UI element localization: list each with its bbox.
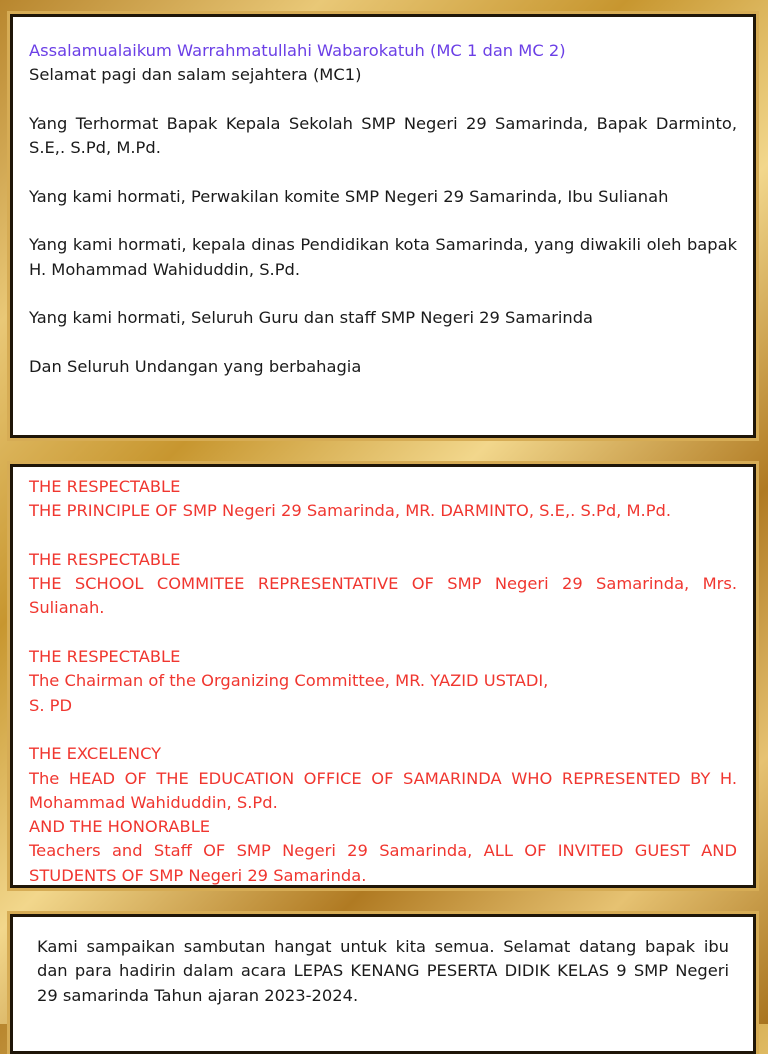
welcome-paragraph: Kami sampaikan sambutan hangat untuk kita semua. Selamat datang bapak ibu dan para hadirin dalam acara LEPAS KENANG PESERTA DIDIK KELAS 9 SMP Negeri 29 samarinda Tahun ajaran 2023-2024. — [37, 937, 729, 1005]
education-office-line: The HEAD OF THE EDUCATION OFFICE OF SAMARINDA WHO REPRESENTED BY H. Mohammad Wahiduddin, S.Pd. — [29, 768, 737, 812]
heading-excelency: THE EXCELENCY — [29, 744, 162, 764]
honorific-teachers: Yang kami hormati, Seluruh Guru dan staff SMP Negeri 29 Samarinda — [29, 308, 594, 328]
committee-line: THE SCHOOL COMMITEE REPRESENTATIVE OF SMP Negeri 29 Samarinda, Mrs. Sulianah. — [29, 574, 737, 618]
english-greeting-panel — [10, 464, 756, 888]
honorific-guests: Dan Seluruh Undangan yang berbahagia — [29, 356, 362, 376]
heading-honorable: AND THE HONORABLE — [29, 817, 211, 837]
chairman-line: The Chairman of the Organizing Committee, MR. YAZID USTADI, — [29, 671, 549, 691]
heading-respectable-3: THE RESPECTABLE — [29, 647, 181, 667]
honorific-committee: Yang kami hormati, Perwakilan komite SMP Negeri 29 Samarinda, Ibu Sulianah — [29, 186, 669, 206]
honorific-principal: Yang Terhormat Bapak Kepala Sekolah SMP Negeri 29 Samarinda, Bapak Darminto, S.E,. S.Pd, M.Pd. — [29, 113, 737, 158]
heading-respectable-2: THE RESPECTABLE — [29, 549, 181, 569]
principal-line: THE PRINCIPLE OF SMP Negeri 29 Samarinda, MR. DARMINTO, S.E,. S.Pd, M.Pd. — [29, 501, 672, 521]
welcome-panel — [10, 914, 756, 1054]
chairman-title: S. PD — [29, 695, 73, 715]
heading-respectable-1: THE RESPECTABLE — [29, 477, 181, 496]
greeting-line: Assalamualaikum Warrahmatullahi Wabarokatuh (MC 1 dan MC 2) — [29, 41, 566, 60]
honorific-education-office: Yang kami hormati, kepala dinas Pendidikan kota Samarinda, yang diwakili oleh bapak H. Mohammad Wahiduddin, S.Pd. — [29, 235, 737, 279]
teachers-guests-line: Teachers and Staff OF SMP Negeri 29 Samarinda, ALL OF INVITED GUEST AND STUDENTS OF SMP Negeri 29 Samarinda. — [29, 841, 737, 885]
greeting-line-2: Selamat pagi dan salam sejahtera (MC1) — [29, 65, 362, 85]
opening-greeting-panel — [10, 14, 756, 438]
